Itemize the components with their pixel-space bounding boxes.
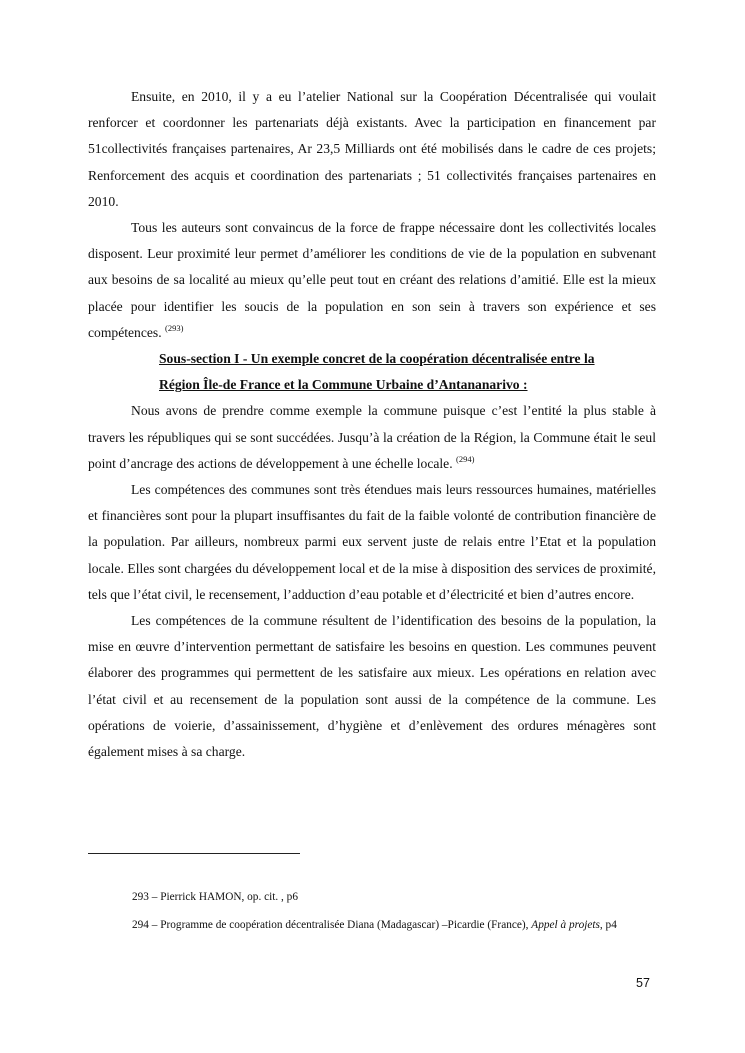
footnote-ref[interactable]: (293) bbox=[165, 322, 184, 333]
paragraph: Les compétences de la commune résultent de l’identification des besoins de la population, la mise en œuvre d’intervention permettant de satisfaire les besoins en question. Les communes peuvent élaborer des programmes qui permettent de les satisfaire aux mieux. Les opérations en relation avec l’état civil et au recensement de la population sont aussi de la compétence de la commune. Les opérations de voierie, d’assainissement, d’hygiène et d’enlèvement des ordures ménagères sont également mises à sa charge. bbox=[88, 613, 656, 760]
paragraph bbox=[88, 215, 656, 346]
footnotes bbox=[88, 885, 656, 937]
footnote bbox=[88, 913, 656, 937]
footnote-text: 294 – Programme de coopération décentralisée Diana (Madagascar) –Picardie (France), bbox=[132, 919, 532, 931]
footnote-ref[interactable]: (294) bbox=[456, 453, 475, 464]
paragraph-text: Nous avons de prendre comme exemple la commune puisque c’est l’entité la plus stable à travers les républiques qui se sont succédées. Jusqu’à la création de la Région, la Commune était le seul point d’ancrage des actions de développement à une échelle locale. bbox=[88, 403, 656, 471]
paragraph bbox=[88, 398, 656, 477]
footnote-separator bbox=[88, 853, 300, 854]
page-body bbox=[88, 84, 656, 765]
page-number: 57 bbox=[636, 976, 650, 990]
subsection-heading bbox=[159, 346, 656, 398]
footnote-title: Appel à projets bbox=[531, 919, 600, 931]
paragraph-text: Tous les auteurs sont convaincus de la force de frappe nécessaire dont les collectivités locales disposent. Leur proximité leur permet d’améliorer les conditions de vie de la population en subvenant aux besoins de sa localité au mieux qu’elle peut tout en créant des relations d’amitié. Elle est la mieux placée pour identifier les soucis de la population en son sein à travers son expérience et ses compétences. bbox=[88, 220, 656, 340]
subsection-heading-line: Région Île-de France et la Commune Urbaine d’Antananarivo : bbox=[159, 377, 528, 393]
footnote: 293 – Pierrick HAMON, op. cit. , p6 bbox=[132, 891, 298, 903]
subsection-heading-line: Sous-section I - Un exemple concret de la coopération décentralisée entre la bbox=[159, 351, 595, 367]
footnote-text: , p4 bbox=[599, 919, 617, 931]
paragraph: Les compétences des communes sont très étendues mais leurs ressources humaines, matérielles et financières sont pour la plupart insuffisantes du fait de la faible volonté de contribution financière de la population. Par ailleurs, nombreux parmi eux servent juste de relais entre l’Etat et la population locale. Elles sont chargées du développement local et de la mise à disposition des services de proximité, tels que l’état civil, le recensement, l’adduction d’eau potable et d’électricité et bien d’autres encore. bbox=[88, 482, 656, 602]
paragraph: Ensuite, en 2010, il y a eu l’atelier National sur la Coopération Décentralisée qui voulait renforcer et coordonner les partenariats déjà existants. Avec la participation en financement par 51collectivités françaises partenaires, Ar 23,5 Milliards ont été mobilisés dans le cadre de ces projets; Renforcement des acquis et coordination des partenariats ; 51 collectivités françaises partenaires en 2010. bbox=[88, 89, 656, 209]
